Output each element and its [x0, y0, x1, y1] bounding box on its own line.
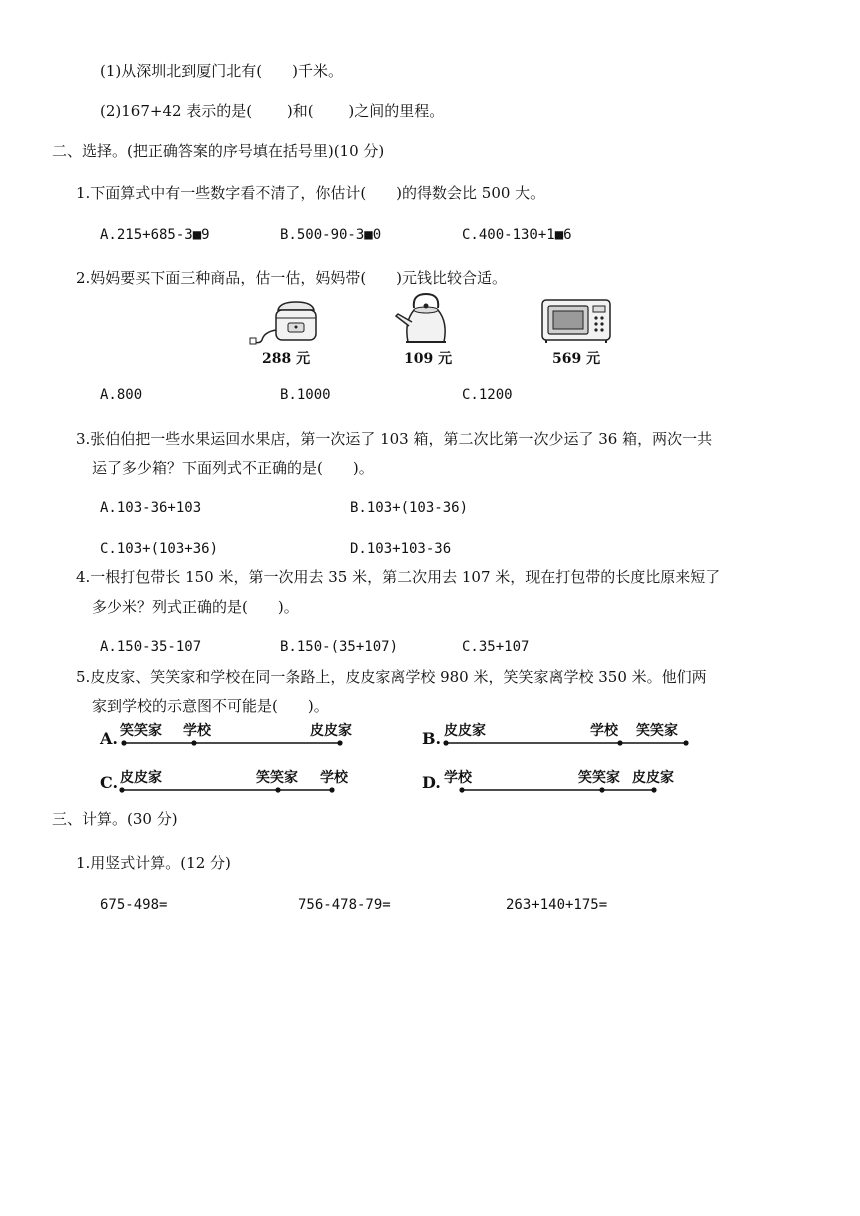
label-school: 学校	[183, 723, 211, 739]
label-pipi-home: 皮皮家	[120, 770, 162, 786]
option-d: D.103+103-36	[350, 541, 452, 557]
point-dot	[119, 787, 124, 792]
option-a: A.103-36+103	[100, 500, 202, 516]
question-2-2: 2.妈妈要买下面三种商品，估一估，妈妈带( )元钱比较合适。	[76, 269, 508, 287]
option-b: B.103+(103-36)	[350, 500, 469, 516]
rice-cooker-icon	[250, 296, 330, 346]
price-kettle: 109 元	[404, 351, 453, 367]
point-dot	[459, 787, 464, 792]
point-dot	[191, 740, 196, 745]
price-microwave: 569 元	[552, 351, 601, 367]
point-dot	[329, 787, 334, 792]
option-a: A.150-35-107	[100, 639, 202, 655]
option-b: B.1000	[280, 387, 331, 403]
diagram-a	[100, 720, 370, 752]
label-xiaoxiao-home: 笑笑家	[578, 770, 620, 786]
point-dot	[121, 740, 126, 745]
section-2-heading: 二、选择。(把正确答案的序号填在括号里)(10 分)	[52, 142, 385, 160]
option-a: A.215+685-3■9	[100, 227, 210, 243]
option-b: B.500-90-3■0	[280, 227, 382, 243]
label-xiaoxiao-home: 笑笑家	[120, 723, 162, 739]
label-xiaoxiao-home: 笑笑家	[256, 770, 298, 786]
point-dot	[599, 787, 604, 792]
label-school: 学校	[320, 770, 348, 786]
diagram-c	[100, 766, 370, 798]
question-3-1: 1.用竖式计算。(12 分)	[76, 854, 231, 872]
question-1-1: (1)从深圳北到厦门北有( )千米。	[100, 62, 343, 80]
option-c: C.1200	[462, 387, 513, 403]
diagram-letter: A.	[100, 729, 118, 748]
diagram-b	[422, 720, 722, 752]
question-2-4-line1: 4.一根打包带长 150 米，第一次用去 35 米，第二次用去 107 米，现在打包带的长度比原来短了	[76, 568, 721, 586]
calc-expression: 263+140+175=	[506, 897, 608, 913]
point-dot	[337, 740, 342, 745]
section-3-heading: 三、计算。(30 分)	[52, 810, 178, 828]
diagram-letter: B.	[422, 729, 442, 748]
point-dot	[651, 787, 656, 792]
option-b: B.150-(35+107)	[280, 639, 399, 655]
option-c: C.103+(103+36)	[100, 541, 219, 557]
calc-expression: 675-498=	[100, 897, 168, 913]
question-2-3-line2: 运了多少箱？下面列式不正确的是( )。	[92, 459, 374, 477]
label-school: 学校	[590, 723, 618, 739]
label-school: 学校	[444, 770, 472, 786]
option-c: C.35+107	[462, 639, 530, 655]
diagram-d	[422, 766, 722, 798]
question-1-2: (2)167+42 表示的是( )和( )之间的里程。	[100, 102, 445, 120]
diagram-letter: D.	[422, 773, 441, 792]
point-dot	[683, 740, 688, 745]
label-xiaoxiao-home: 笑笑家	[636, 723, 678, 739]
option-c: C.400-130+1■6	[462, 227, 572, 243]
label-pipi-home: 皮皮家	[632, 770, 674, 786]
diagram-letter: C.	[100, 773, 119, 792]
question-2-5-line1: 5.皮皮家、笑笑家和学校在同一条路上，皮皮家离学校 980 米，笑笑家离学校 350 米。他们两	[76, 668, 707, 686]
question-2-5-line2: 家到学校的示意图不可能是( )。	[92, 697, 329, 715]
label-pipi-home: 皮皮家	[444, 723, 486, 739]
price-rice-cooker: 288 元	[262, 351, 311, 367]
microwave-icon	[540, 298, 612, 344]
point-dot	[443, 740, 448, 745]
point-dot	[275, 787, 280, 792]
label-pipi-home: 皮皮家	[310, 723, 352, 739]
kettle-icon	[394, 292, 454, 348]
question-2-1: 1.下面算式中有一些数字看不清了，你估计( )的得数会比 500 大。	[76, 184, 546, 202]
point-dot	[617, 740, 622, 745]
calc-expression: 756-478-79=	[298, 897, 391, 913]
option-a: A.800	[100, 387, 143, 403]
question-2-3-line1: 3.张伯伯把一些水果运回水果店，第一次运了 103 箱，第二次比第一次少运了 36 箱，两次一共	[76, 430, 713, 448]
question-2-4-line2: 多少米？列式正确的是( )。	[92, 598, 299, 616]
